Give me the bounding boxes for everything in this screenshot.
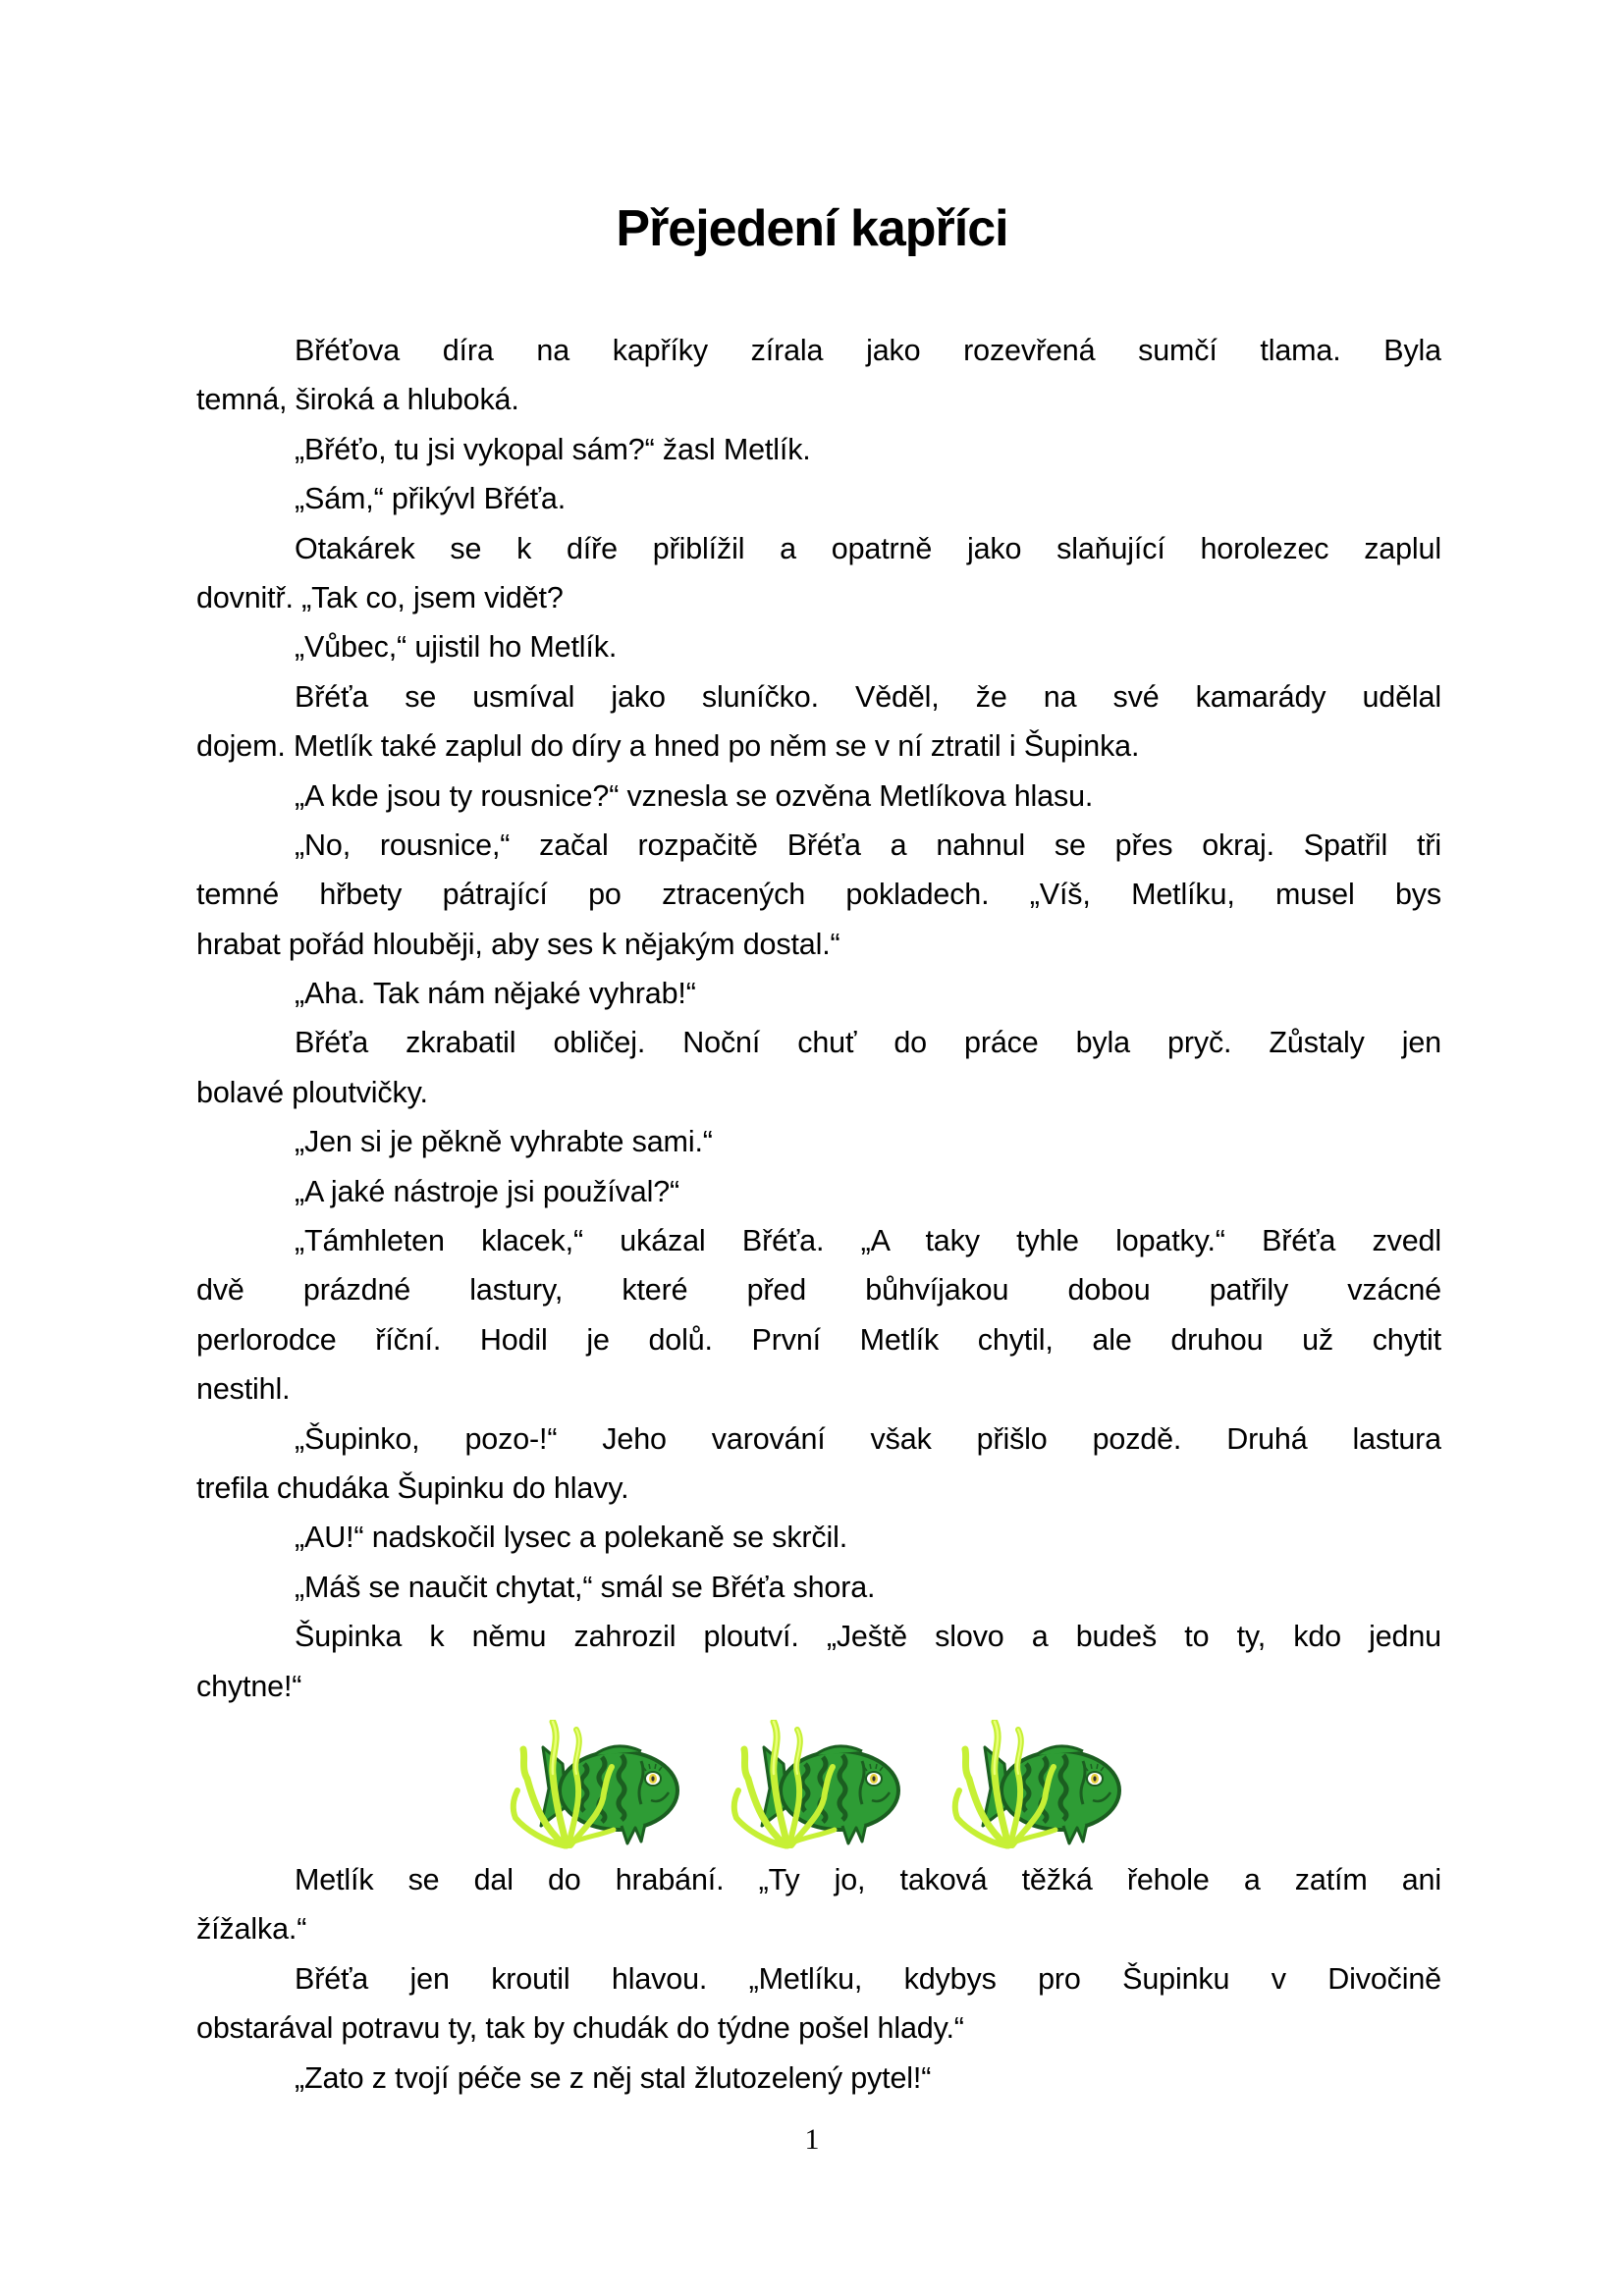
text-line: dovnitř. „Tak co, jsem vidět?: [196, 580, 564, 614]
page-number: 1: [804, 2123, 820, 2156]
text-line: „A jaké nástroje jsi používal?“: [295, 1174, 680, 1208]
text-line: nestihl.: [196, 1372, 291, 1407]
text-line: „No, rousnice,“ začal rozpačitě Břéťa a nahnul se přes okraj. Spatřil tři: [295, 828, 1441, 862]
text-line: „Břéťo, tu jsi vykopal sám?“ žasl Metlík.: [295, 432, 811, 466]
text-line: temná, široká a hluboká.: [196, 383, 519, 417]
text-line: temné hřbety pátrající po ztracených pokladech. „Víš, Metlíku, musel bys: [196, 878, 1441, 912]
text-line: chytne!“: [196, 1669, 302, 1703]
text-line: Šupinka k němu zahrozil ploutví. „Ještě slovo a budeš to ty, kdo jednu: [295, 1620, 1441, 1654]
text-line: žížalka.“: [196, 1912, 307, 1947]
text-line: „Šupinko, pozo-!“ Jeho varování však přišlo pozdě. Druhá lastura: [295, 1421, 1441, 1456]
fish-with-seaweed-icon: [506, 1720, 682, 1852]
text-line: „Aha. Tak nám nějaké vyhrab!“: [295, 977, 696, 1011]
text-line: „Jen si je pěkně vyhrabte sami.“: [295, 1125, 713, 1159]
text-line: „AU!“ nadskočil lysec a polekaně se skrčil.: [295, 1521, 848, 1555]
text-line: „Vůbec,“ ujistil ho Metlík.: [295, 630, 618, 665]
text-line: „Sám,“ přikývl Břéťa.: [295, 482, 567, 516]
text-line: Břéťa se usmíval jako sluníčko. Věděl, že na své kamarády udělal: [295, 679, 1441, 714]
text-line: „A kde jsou ty rousnice?“ vznesla se ozvěna Metlíkova hlasu.: [295, 778, 1094, 813]
fish-with-seaweed-icon: [727, 1720, 903, 1852]
text-line: dvě prázdné lastury, které před bůhvíjakou dobou patřily vzácné: [196, 1273, 1441, 1308]
text-line: „Támhleten klacek,“ ukázal Břéťa. „A taky tyhle lopatky.“ Břéťa zvedl: [295, 1224, 1441, 1258]
fish-with-seaweed-icon: [947, 1720, 1124, 1852]
text-line: Břéťa jen kroutil hlavou. „Metlíku, kdybys pro Šupinku v Divočině: [295, 1961, 1441, 1996]
text-line: bolavé ploutvičky.: [196, 1075, 428, 1109]
story-text-lower: [196, 1855, 1441, 2103]
text-line: Břéťova díra na kapříky zírala jako rozevřená sumčí tlama. Byla: [295, 334, 1441, 367]
story-text-upper: [196, 326, 1441, 1711]
text-line: Otakárek se k díře přiblížil a opatrně jako slaňující horolezec zaplul: [295, 531, 1441, 565]
text-line: trefila chudáka Šupinku do hlavy.: [196, 1470, 629, 1505]
text-line: perlorodce říční. Hodil je dolů. První Metlík chytil, ale druhou už chytit: [196, 1322, 1441, 1357]
text-line: Metlík se dal do hrabání. „Ty jo, taková těžká řehole a zatím ani: [295, 1863, 1441, 1896]
text-line: Břéťa zkrabatil obličej. Noční chuť do práce byla pryč. Zůstaly jen: [295, 1026, 1441, 1060]
text-line: dojem. Metlík také zaplul do díry a hned po něm se v ní ztratil i Šupinka.: [196, 729, 1140, 764]
page-title: Přejedení kapříci: [616, 200, 1008, 257]
text-line: hrabat pořád hlouběji, aby ses k nějakým dostal.“: [196, 927, 840, 961]
fish-illustration-row: [506, 1720, 1134, 1852]
text-line: „Zato z tvojí péče se z něj stal žlutozelený pytel!“: [295, 2060, 932, 2095]
text-line: „Máš se naučit chytat,“ smál se Břéťa shora.: [295, 1570, 876, 1604]
text-line: obstarával potravu ty, tak by chudák do týdne pošel hlady.“: [196, 2011, 964, 2046]
